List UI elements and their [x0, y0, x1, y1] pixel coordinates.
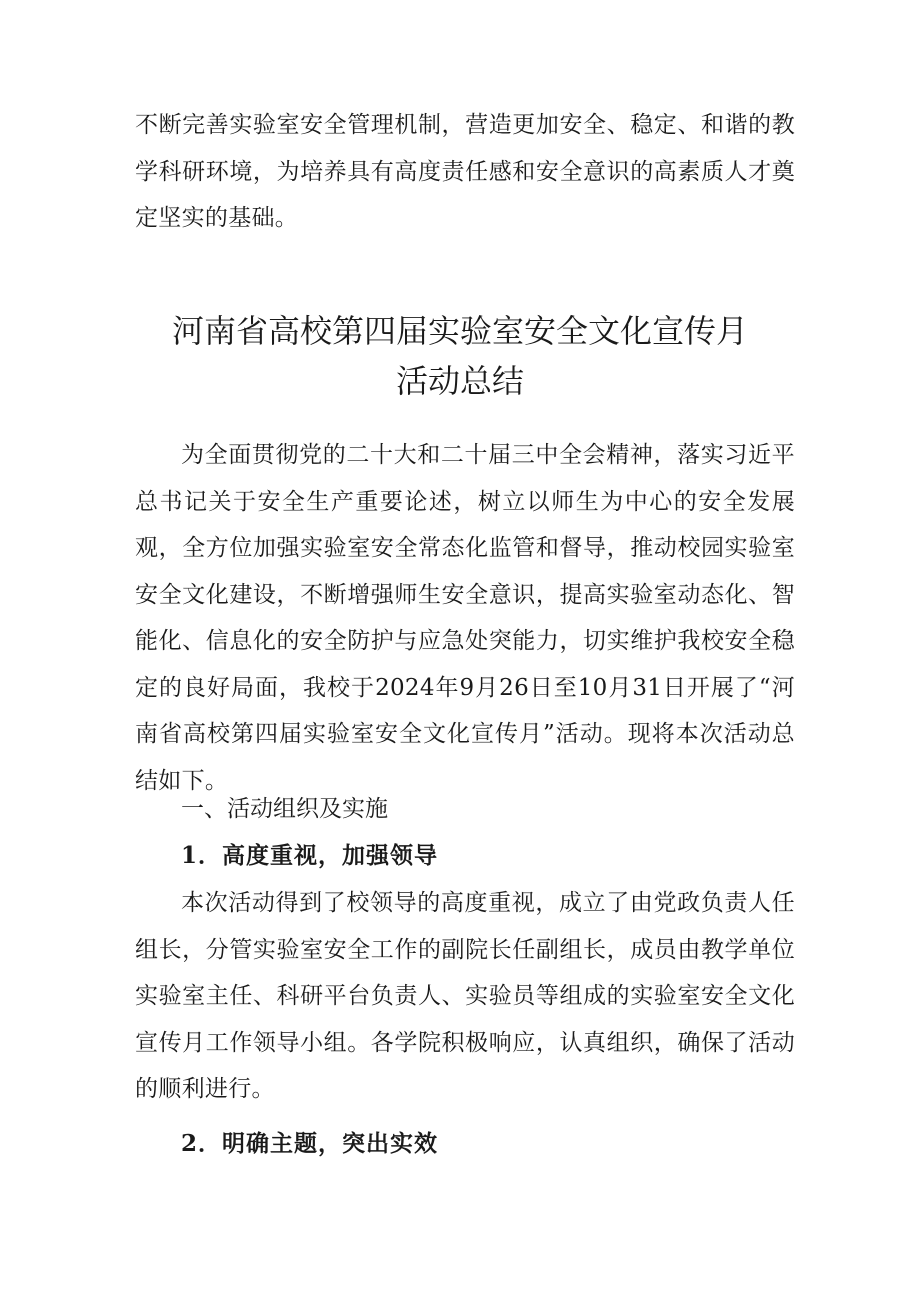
section-1-item-1-paragraph: 本次活动得到了校领导的高度重视，成立了由党政负责人任组长，分管实验室安全工作的副院长任副组长，成员由教学单位实验室主任、科研平台负责人、实验员等组成的实验室安全文化宣传月工作领导小组。各学院积极响应，认真组织，确保了活动的顺利进行。 — [135, 890, 795, 1102]
document-title — [120, 306, 800, 406]
section-1-heading: 一、活动组织及实施 — [181, 796, 388, 822]
opening-paragraph: 为全面贯彻党的二十大和二十届三中全会精神，落实习近平总书记关于安全生产重要论述，树立以师生为中心的安全发展观，全方位加强实验室安全常态化监管和督导，推动校园实验室安全文化建设，不断增强师生安全意识，提高实验室动态化、智能化、信息化的安全防护与应急处突能力，切实维护我校安全稳定的良好局面，我校于2024年9月26日至10月31日开展了“河南省高校第四届实验室安全文化宣传月”活动。现将本次活动总结如下。 — [135, 442, 795, 794]
section-1-item-1-heading: 1．高度重视，加强领导 — [181, 842, 439, 869]
intro-paragraph: 不断完善实验室安全管理机制，营造更加安全、稳定、和谐的教学科研环境，为培养具有高度责任感和安全意识的高素质人才奠定坚实的基础。 — [135, 112, 795, 231]
document-title-line-1: 河南省高校第四届实验室安全文化宣传月 — [171, 312, 748, 350]
document-title-line-2: 活动总结 — [395, 362, 524, 400]
section-1-item-2-heading: 2．明确主题，突出实效 — [181, 1130, 439, 1157]
